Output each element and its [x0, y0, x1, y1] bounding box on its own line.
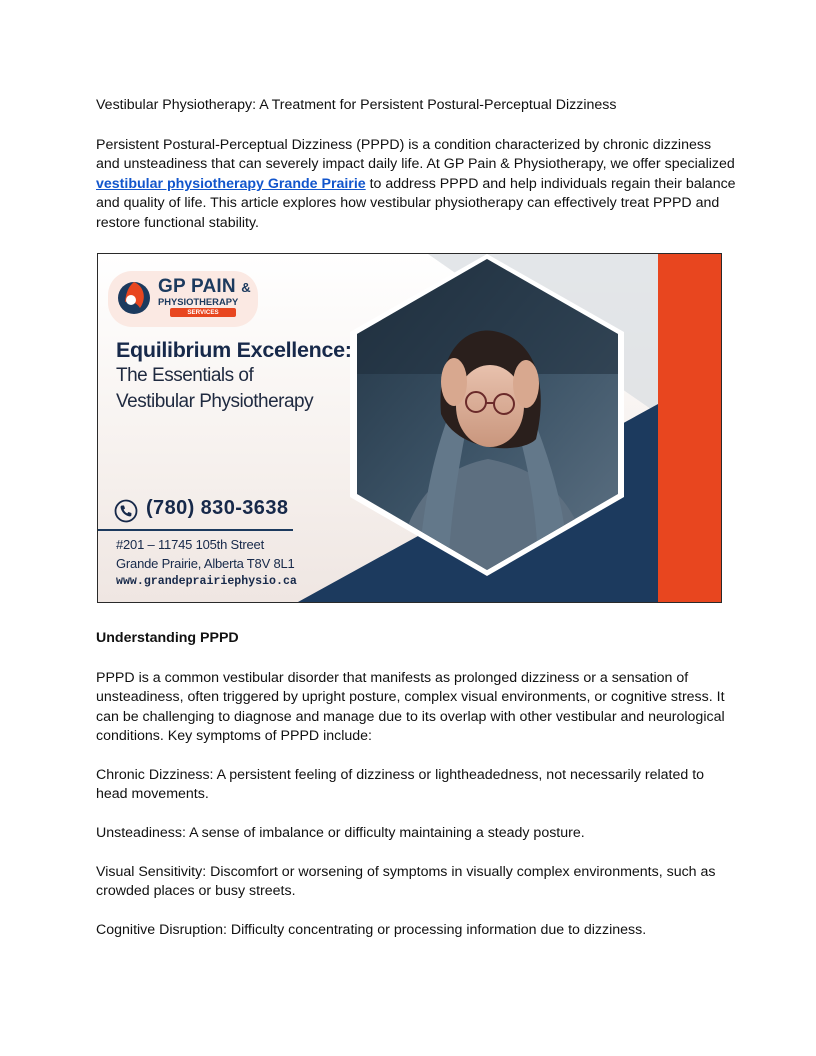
banner-website: www.grandeprairiephysio.ca [116, 575, 297, 588]
logo-mark-icon [114, 278, 154, 318]
banner-address-line-1: #201 – 11745 105th Street [116, 537, 264, 552]
section-heading: Understanding PPPD [96, 630, 239, 646]
decorative-orange-bar [658, 254, 721, 602]
banner-phone-number: (780) 830-3638 [146, 497, 289, 519]
symptom-visual-sensitivity: Visual Sensitivity: Discomfort or worsening of symptoms in visually complex environments, such as crowded places or busy streets. [96, 864, 716, 900]
banner-address-line-2: Grande Prairie, Alberta T8V 8L1 [116, 556, 295, 571]
intro-text-end: to address PPPD and help individuals regain their balance and quality of life. This article explores how vestibular physiotherapy can effectively treat PPPD and restore functional stability. [96, 175, 736, 231]
banner-headline: Equilibrium Excellence: [116, 338, 352, 362]
vestibular-physiotherapy-link[interactable]: vestibular physiotherapy Grande Prairie [96, 175, 366, 192]
logo-subtitle: PHYSIOTHERAPY [158, 296, 239, 307]
phone-icon [114, 499, 138, 523]
symptom-cognitive-disruption: Cognitive Disruption: Difficulty concentrating or processing information due to dizziness. [96, 922, 647, 938]
promo-banner-image [97, 253, 722, 603]
banner-divider [98, 529, 293, 531]
intro-paragraph [96, 136, 736, 233]
document-title: Vestibular Physiotherapy: A Treatment for Persistent Postural-Perceptual Dizziness [96, 97, 617, 113]
symptom-chronic-dizziness: Chronic Dizziness: A persistent feeling of dizziness or lightheadedness, not necessarily related to head movements. [96, 767, 705, 803]
banner-subline-1: The Essentials of [116, 365, 254, 386]
logo-wordmark: GP PAIN & [158, 276, 251, 297]
intro-text-start: Persistent Postural-Perceptual Dizziness (PPPD) is a condition characterized by chronic dizziness and unsteadiness that can severely impact daily life. At GP Pain & Physiotherapy, we offer specialized [96, 137, 735, 173]
banner-subline-2: Vestibular Physiotherapy [116, 391, 314, 412]
symptom-unsteadiness: Unsteadiness: A sense of imbalance or difficulty maintaining a steady posture. [96, 825, 585, 841]
section-intro-paragraph: PPPD is a common vestibular disorder that manifests as prolonged dizziness or a sensation of unsteadiness, often triggered by upright posture, complex visual environments, or cognitive stress. It can be challenging to diagnose and manage due to its overlap with other vestibular and neurological conditions. Key symptoms of PPPD include: [96, 670, 725, 745]
logo-tag: SERVICES [170, 308, 236, 317]
